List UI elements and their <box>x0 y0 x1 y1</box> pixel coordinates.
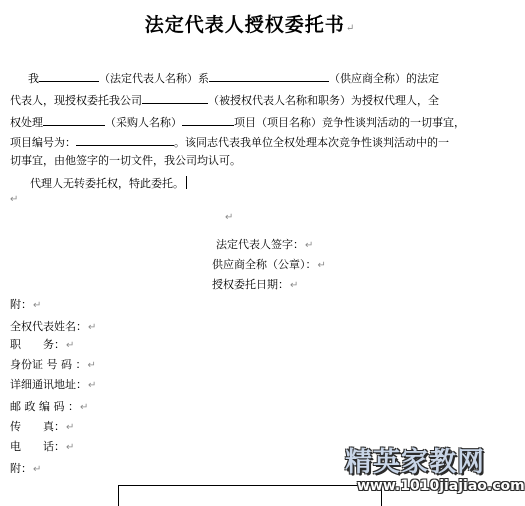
blank-supplier-full-name[interactable] <box>209 70 329 82</box>
paragraph-mark-icon: ↵ <box>80 402 89 413</box>
body-text: 。该同志代表我单位全权处理本次竞争性谈判活动中的一 <box>174 136 449 149</box>
body-line-4 <box>10 134 449 150</box>
signature-label: 供应商全称（公章）： <box>212 258 317 271</box>
field-position <box>10 336 74 352</box>
paragraph-mark-icon: ↵ <box>225 212 234 223</box>
field-label: 职 务： <box>10 338 65 351</box>
body-line-1 <box>28 70 439 86</box>
body-line-2 <box>10 92 439 108</box>
body-text: （供应商全称）的法定 <box>329 72 439 85</box>
watermark-title: 精英家教网 <box>345 447 485 478</box>
paragraph-mark-icon: ↵ <box>10 194 19 205</box>
field-postcode <box>10 398 88 414</box>
attachment-label <box>10 296 41 312</box>
text-cursor <box>186 176 187 189</box>
field-label: 附： <box>10 298 32 311</box>
document-title <box>0 10 500 37</box>
attachment-label-2 <box>10 460 41 476</box>
blank-authorized-rep[interactable] <box>142 92 208 104</box>
paragraph-mark-icon: ↵ <box>87 360 96 371</box>
field-label: 详细通讯地址： <box>10 378 87 391</box>
paragraph-mark-icon: ↵ <box>290 280 299 291</box>
field-full-name <box>10 318 96 334</box>
paragraph-mark-icon: ↵ <box>345 23 356 34</box>
paragraph-mark-icon: ↵ <box>33 300 42 311</box>
body-line-3 <box>10 114 465 130</box>
body-text: 切事宜，由他签字的一切文件，我公司均认可。 <box>10 154 241 167</box>
field-label: 传 真： <box>10 420 65 433</box>
field-phone <box>10 438 74 454</box>
paragraph-mark-icon: ↵ <box>305 240 314 251</box>
body-text: 代表人，现授权委托我公司 <box>10 94 142 107</box>
body-text: 我 <box>28 72 39 85</box>
field-label: 全权代表姓名： <box>10 320 87 333</box>
blank-project-name[interactable] <box>182 114 234 126</box>
body-text: 项目（项目名称）竞争性谈判活动的一切事宜， <box>234 116 465 129</box>
body-text: （被授权代表人名称和职务）为授权代理人，全 <box>208 94 439 107</box>
supplier-seal-line <box>212 256 326 272</box>
field-address <box>10 376 96 392</box>
field-label: 附： <box>10 462 32 475</box>
signature-label: 法定代表人签字： <box>216 238 304 251</box>
paragraph-mark-icon: ↵ <box>88 322 97 333</box>
body-text: 代理人无转委托权，特此委托。 <box>30 177 184 190</box>
body-line-6 <box>30 176 187 191</box>
attachment-box <box>118 485 382 506</box>
body-text: （采购人名称） <box>105 116 182 129</box>
field-label: 电 话： <box>10 440 65 453</box>
body-text: 权处理 <box>10 116 43 129</box>
signature-label: 授权委托日期： <box>212 278 289 291</box>
paragraph-mark-icon: ↵ <box>66 442 75 453</box>
body-line-5 <box>10 154 241 168</box>
paragraph-mark-icon: ↵ <box>317 260 326 271</box>
blank-purchaser-name[interactable] <box>43 114 105 126</box>
title-text: 法定代表人授权委托书 <box>144 14 345 36</box>
paragraph-mark-icon: ↵ <box>88 380 97 391</box>
field-label: 邮 政 编 码 ： <box>10 400 79 413</box>
paragraph-mark-icon: ↵ <box>33 464 42 475</box>
field-label: 身份证 号 码 ： <box>10 358 87 371</box>
blank-legal-rep-name[interactable] <box>39 70 99 82</box>
site-watermark <box>345 440 525 500</box>
legal-rep-signature-line <box>216 236 313 252</box>
field-fax <box>10 418 74 434</box>
watermark-url: www.1010jiajiao.com <box>357 478 525 494</box>
paragraph-mark-icon: ↵ <box>66 340 75 351</box>
blank-project-number[interactable] <box>76 134 174 146</box>
paragraph-mark-icon: ↵ <box>66 422 75 433</box>
body-text: 项目编号为： <box>10 136 76 149</box>
body-text: （法定代表人名称）系 <box>99 72 209 85</box>
auth-date-line <box>212 276 298 292</box>
field-id-number <box>10 356 96 372</box>
